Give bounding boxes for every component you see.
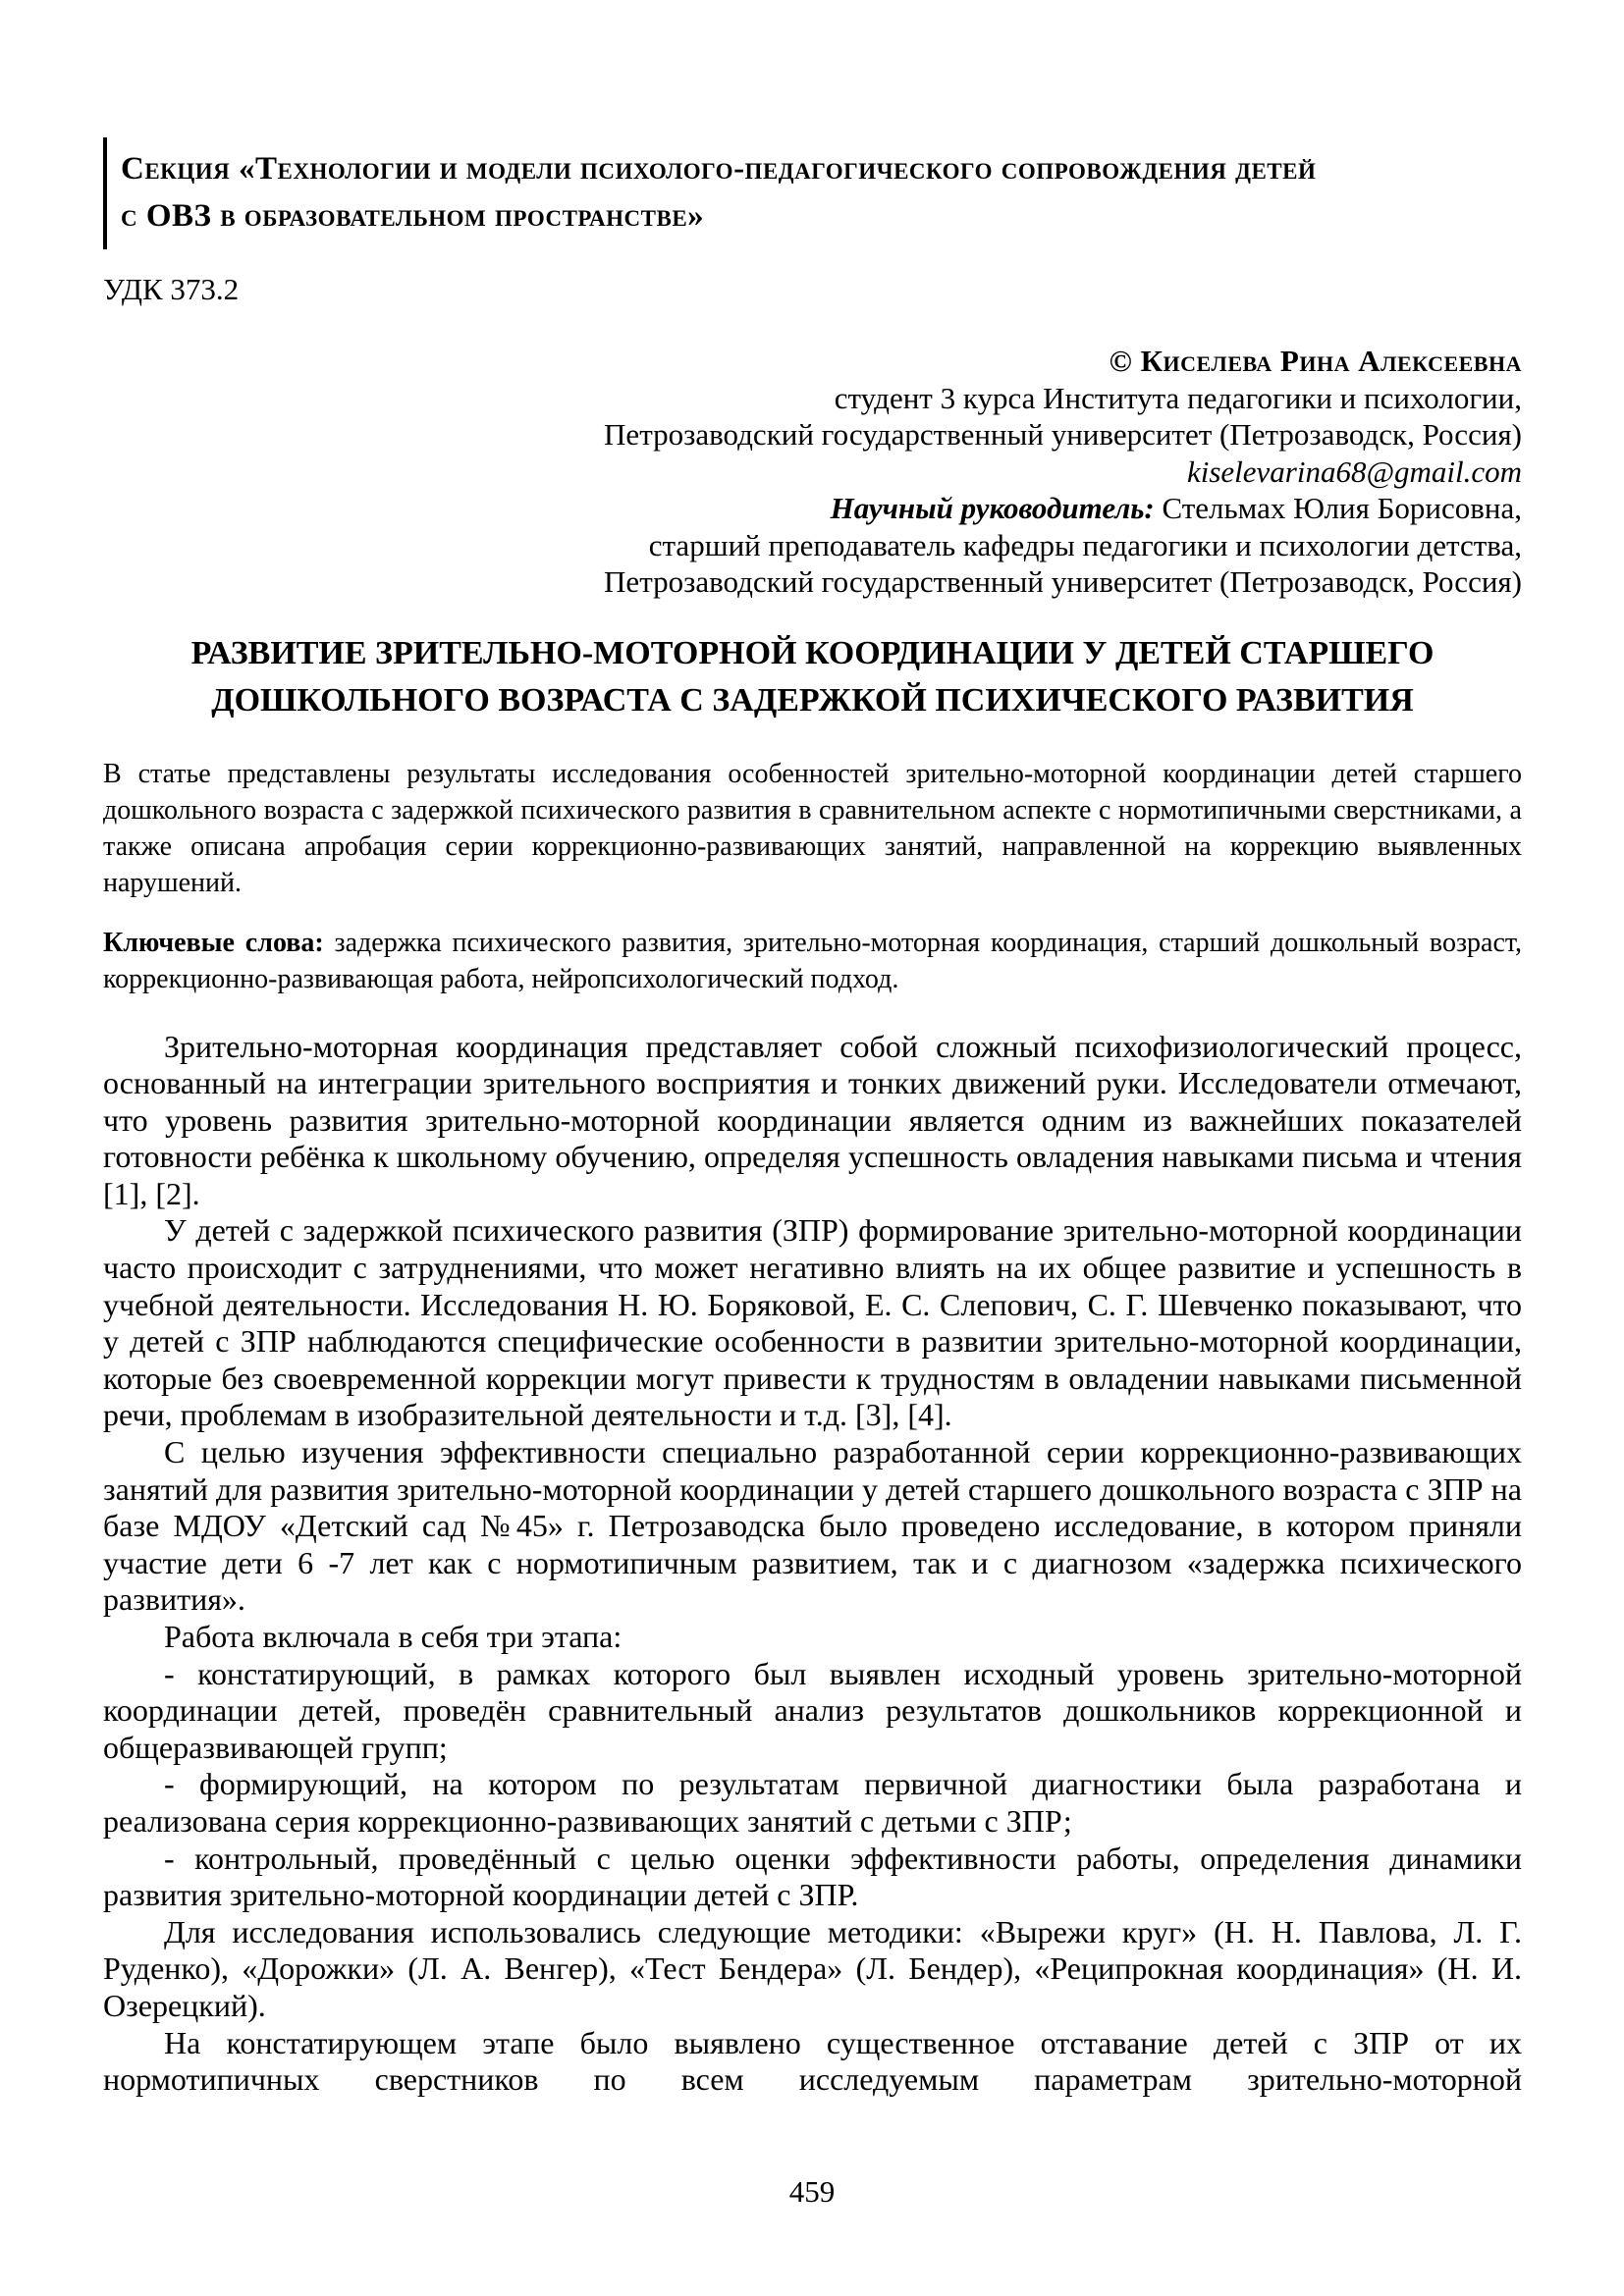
abstract-text: В статье представлены результаты исследования особенностей зрительно-моторной координации детей старшего дошкольного возраста с задержкой психического развития в сравнительном аспекте с нормотипичными сверстниками, а также описана апробация серии коррекционно-развивающих занятий, направленной на коррекцию выявленных нарушений. bbox=[103, 758, 1522, 898]
section-header-line: Секция «Технологии и модели психолого-педагогического сопровождения детей bbox=[121, 151, 1317, 187]
body-paragraph: С целью изучения эффективности специально разработанной серии коррекционно-развивающих занятий для развития зрительно-моторной координации у детей старшего дошкольного возраста с ЗПР на базе МДОУ «Детский сад №45» г. Петрозаводска было проведено исследование, в котором приняли участие дети 6 -7 лет как с нормотипичным развитием, так и с диагнозом «задержка психического развития». bbox=[103, 1434, 1522, 1618]
author-block bbox=[103, 343, 1522, 601]
keywords-label: Ключевые слова: bbox=[103, 927, 324, 958]
body-paragraph: Работа включала в себя три этапа: bbox=[164, 1619, 623, 1654]
advisor-label: Научный руководитель: bbox=[830, 491, 1155, 525]
advisor-affiliation: Петрозаводский государственный университет (Петрозаводск, Россия) bbox=[604, 564, 1522, 599]
body-paragraph: - констатирующий, в рамках которого был выявлен исходный уровень зрительно-моторной координации детей, проведён сравнительный анализ результатов дошкольников коррекционной и общеразвивающей групп; bbox=[103, 1655, 1522, 1765]
author-name: © Киселева Рина Алексеевна bbox=[1109, 344, 1522, 378]
body-paragraph: - формирующий, на котором по результатам первичной диагностики была разработана и реализована серия коррекционно-развивающих занятий с детьми с ЗПР; bbox=[103, 1766, 1522, 1839]
keywords-block bbox=[103, 925, 1522, 997]
advisor-line bbox=[103, 490, 1522, 527]
body-paragraph: На констатирующем этапе было выявлено существенное отставание детей с ЗПР от их нормотипичных сверстников по всем исследуемым параметрам зрительно-моторной bbox=[103, 2024, 1522, 2098]
page-number: 459 bbox=[788, 2174, 836, 2209]
section-header-line: с ОВЗ в образовательном пространстве» bbox=[121, 198, 705, 234]
advisor-name: Стельмах Юлия Борисовна, bbox=[1162, 491, 1522, 525]
article-title bbox=[103, 630, 1522, 724]
body-paragraph: Зрительно-моторная координация представляет собой сложный психофизиологический процесс, основанный на интеграции зрительного восприятия и тонких движений руки. Исследователи отмечают, что уровень развития зрительно-моторной координации является одним из важнейших показателей готовности ребёнка к школьному обучению, определяя успешность овладения навыками письма и чтения [1], [2]. bbox=[103, 1028, 1522, 1211]
body-paragraph: Для исследования использовались следующие методики: «Вырежи круг» (Н. Н. Павлова, Л. Г. Руденко), «Дорожки» (Л. А. Венгер), «Тест Бендера» (Л. Бендер), «Реципрокная координация» (Н. И. Озерецкий). bbox=[103, 1913, 1522, 2023]
author-email: kiselevarina68@gmail.com bbox=[1186, 454, 1522, 489]
author-role: студент 3 курса Института педагогики и психологии, bbox=[834, 380, 1522, 415]
udc-code: УДК 373.2 bbox=[103, 272, 240, 306]
article-title-line: ДОШКОЛЬНОГО ВОЗРАСТА С ЗАДЕРЖКОЙ ПСИХИЧЕСКОГО РАЗВИТИЯ bbox=[211, 681, 1414, 719]
advisor-role: старший преподаватель кафедры педагогики и психологии детства, bbox=[648, 527, 1522, 562]
author-affiliation: Петрозаводский государственный университет (Петрозаводск, Россия) bbox=[604, 417, 1522, 452]
section-header bbox=[103, 137, 1522, 249]
body-paragraph: - контрольный, проведённый с целью оценки эффективности работы, определения динамики развития зрительно-моторной координации детей с ЗПР. bbox=[103, 1840, 1522, 1913]
keywords-text: задержка психического развития, зрительно-моторная координация, старший дошкольный возраст, коррекционно-развивающая работа, нейропсихологический подход. bbox=[103, 927, 1522, 994]
body-paragraph: У детей с задержкой психического развития (ЗПР) формирование зрительно-моторной координации часто происходит с затруднениями, что может негативно влиять на их общее развитие и успешность в учебной деятельности. Исследования Н. Ю. Боряковой, Е. С. Слепович, С. Г. Шевченко показывают, что у детей с ЗПР наблюдаются специфические особенности в развитии зрительно-моторной координации, которые без своевременной коррекции могут привести к трудностям в овладении навыками письменной речи, проблемам в изобразительной деятельности и т.д. [3], [4]. bbox=[103, 1212, 1522, 1433]
article-title-line: РАЗВИТИЕ ЗРИТЕЛЬНО-МОТОРНОЙ КООРДИНАЦИИ У ДЕТЕЙ СТАРШЕГО bbox=[190, 634, 1435, 671]
article-body bbox=[103, 1029, 1522, 2099]
